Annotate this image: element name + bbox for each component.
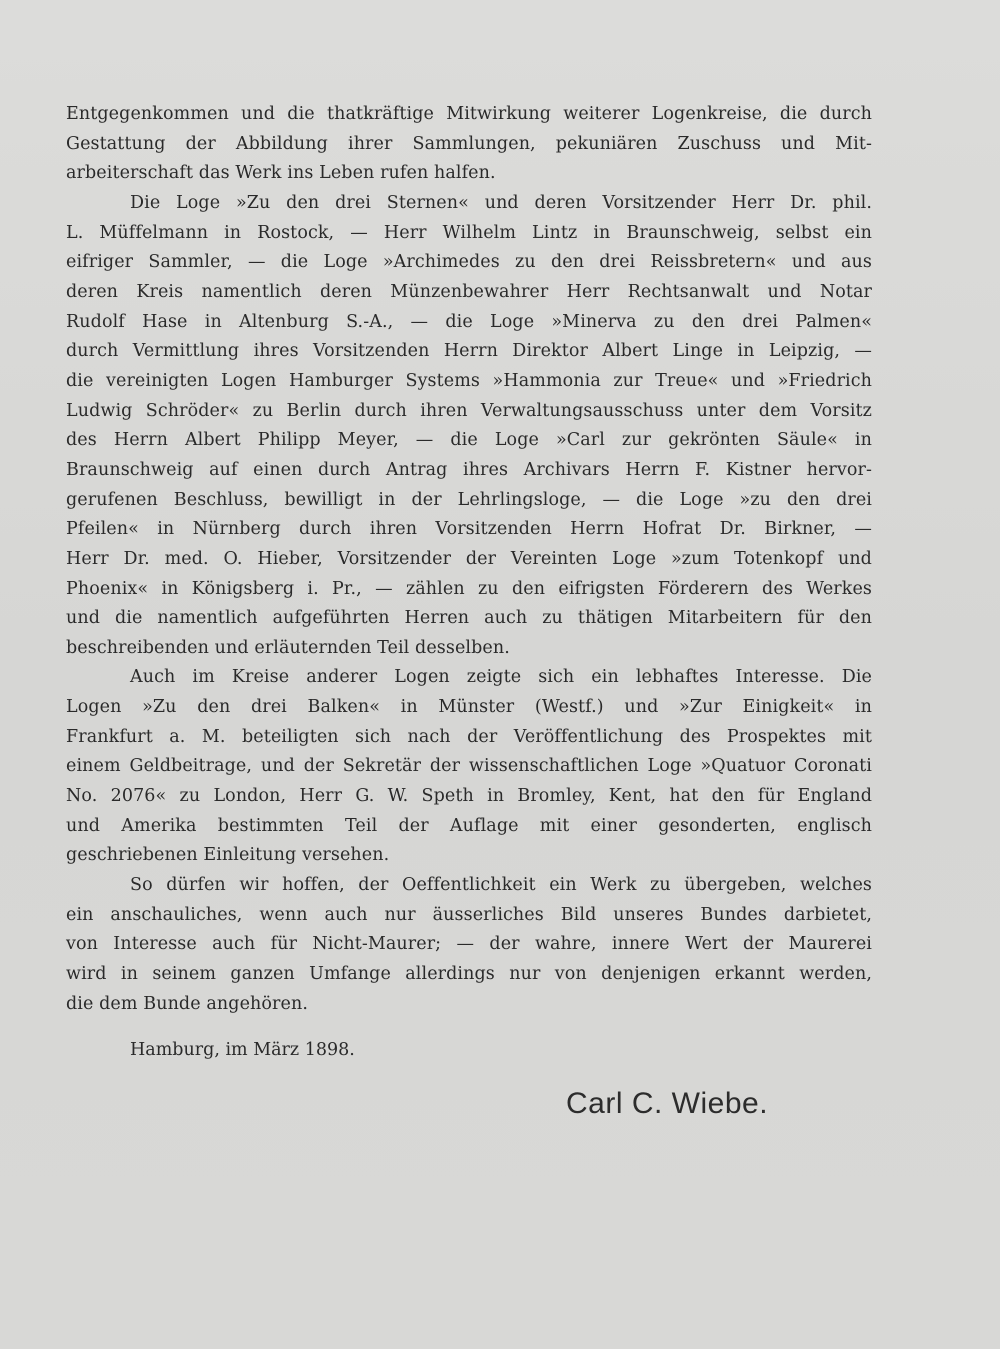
text-line: No. 2076« zu London, Herr G. W. Speth in Bromley, Kent, hat den für England (66, 786, 872, 807)
text-line: Rudolf Hase in Altenburg S.-A., — die Loge »Minerva zu den drei Palmen« (66, 311, 872, 332)
text-line: Gestattung der Abbildung ihrer Sammlungen, pekuniären Zuschuss und Mit- (66, 133, 872, 154)
text-line: des Herrn Albert Philipp Meyer, — die Loge »Carl zur gekrönten Säule« in (66, 430, 872, 451)
text-line: Pfeilen« in Nürnberg durch ihren Vorsitzenden Herrn Hofrat Dr. Birkner, — (66, 519, 872, 540)
text-line: Braunschweig auf einen durch Antrag ihres Archivars Herrn F. Kistner hervor- (66, 459, 872, 480)
text-line: arbeiterschaft das Werk ins Leben rufen halfen. (66, 163, 496, 184)
text-line: eifriger Sammler, — die Loge »Archimedes zu den drei Reissbretern« und aus (66, 252, 872, 273)
text-line: einem Geldbeitrage, und der Sekretär der wissenschaftlichen Loge »Quatuor Coronati (66, 756, 872, 777)
text-line: Auch im Kreise anderer Logen zeigte sich ein lebhaftes Interesse. Die (130, 667, 872, 688)
text-line: L. Müffelmann in Rostock, — Herr Wilhelm Lintz in Braunschweig, selbst ein (66, 222, 872, 243)
text-line: von Interesse auch für Nicht-Maurer; — der wahre, innere Wert der Maurerei (66, 934, 872, 955)
text-line: die vereinigten Logen Hamburger Systems »Hammonia zur Treue« und »Friedrich (66, 370, 872, 391)
text-line: Frankfurt a. M. beteiligten sich nach der Veröffentlichung des Prospektes mit (66, 726, 872, 747)
body-text (66, 100, 872, 1019)
text-line: die dem Bunde angehören. (66, 993, 308, 1014)
text-line: durch Vermittlung ihres Vorsitzenden Herrn Direktor Albert Linge in Leipzig, — (66, 341, 872, 362)
text-line: Die Loge »Zu den drei Sternen« und deren Vorsitzender Herr Dr. phil. (130, 192, 872, 213)
text-line: Phoenix« in Königsberg i. Pr., — zählen zu den eifrigsten Förderern des Werkes (66, 578, 872, 599)
text-line: deren Kreis namentlich deren Münzenbewahrer Herr Rechtsanwalt und Notar (66, 281, 872, 302)
dateline: Hamburg, im März 1898. (130, 1040, 355, 1060)
text-line: wird in seinem ganzen Umfange allerdings nur von denjenigen erkannt werden, (66, 964, 872, 985)
text-line: Logen »Zu den drei Balken« in Münster (Westf.) und »Zur Einigkeit« in (66, 697, 872, 718)
text-line: geschriebenen Einleitung versehen. (66, 845, 390, 866)
text-line: gerufenen Beschluss, bewilligt in der Lehrlingsloge, — die Loge »zu den drei (66, 489, 872, 510)
text-line: Ludwig Schröder« zu Berlin durch ihren Verwaltungsausschuss unter dem Vorsitz (66, 400, 872, 421)
text-line: beschreibenden und erläuternden Teil desselben. (66, 637, 510, 658)
signature: Carl C. Wiebe. (566, 1087, 769, 1120)
text-line: ein anschauliches, wenn auch nur äusserliches Bild unseres Bundes darbietet, (66, 904, 872, 925)
text-line: Entgegenkommen und die thatkräftige Mitwirkung weiterer Logenkreise, die durch (66, 104, 872, 124)
text-line: und die namentlich aufgeführten Herren auch zu thätigen Mitarbeitern für den (66, 608, 872, 629)
text-line: So dürfen wir hoffen, der Oeffentlichkeit ein Werk zu übergeben, welches (130, 875, 872, 896)
text-line: Herr Dr. med. O. Hieber, Vorsitzender der Vereinten Loge »zum Totenkopf und (66, 548, 872, 569)
text-line: und Amerika bestimmten Teil der Auflage mit einer gesonderten, englisch (66, 815, 872, 836)
